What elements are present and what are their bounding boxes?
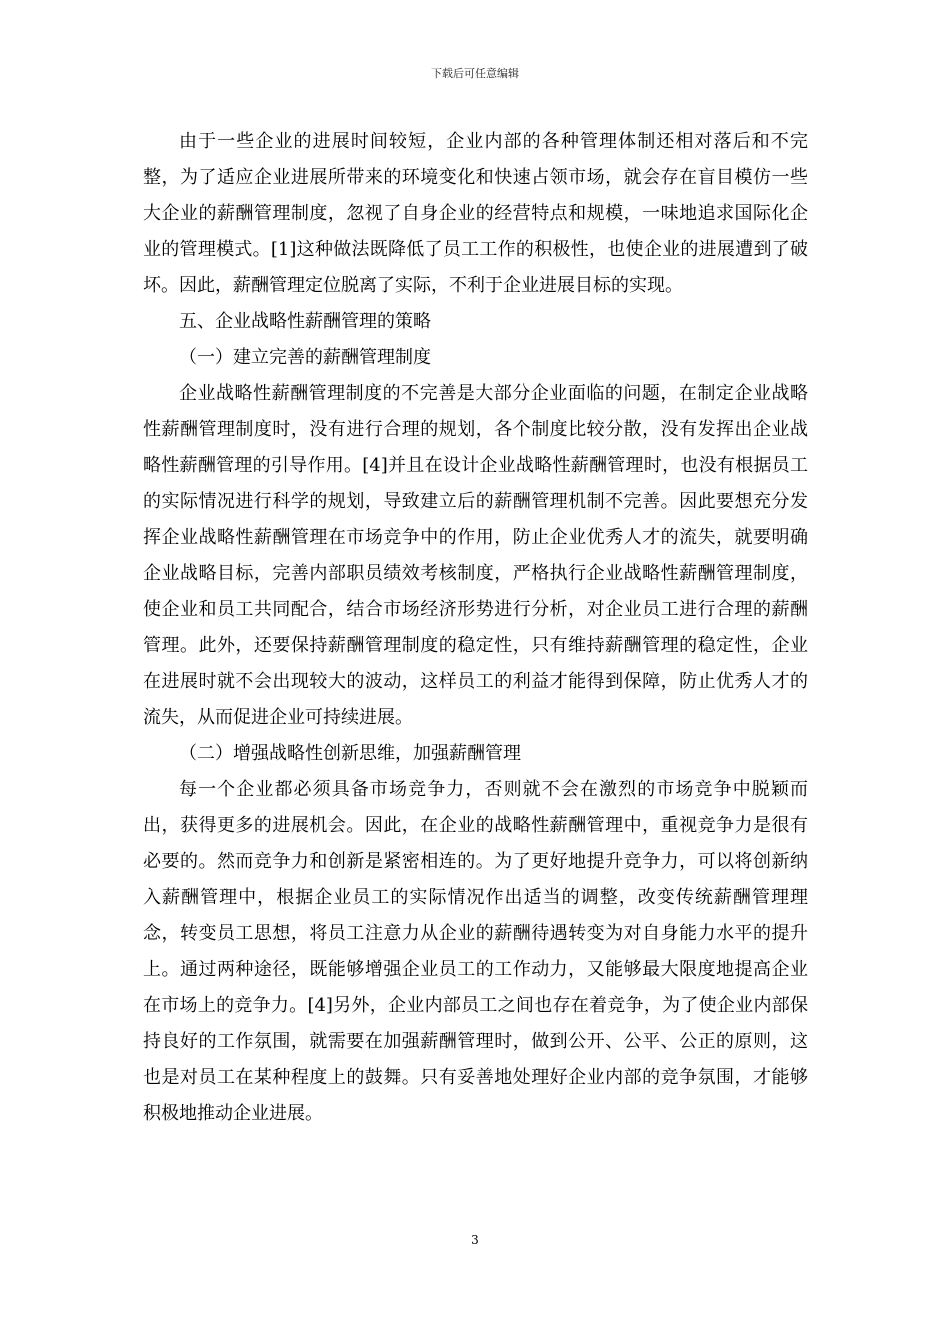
document-body [143, 124, 808, 1132]
body-paragraph: 由于一些企业的进展时间较短，企业内部的各种管理体制还相对落后和不完整，为了适应企业进展所带来的环境变化和快速占领市场，就会存在盲目模仿一些大企业的薪酬管理制度，忽视了自身企业的经营特点和规模，一味地追求国际化企业的管理模式。[1]这种做法既降低了员工工作的积极性，也使企业的进展遭到了破坏。因此，薪酬管理定位脱离了实际，不利于企业进展目标的实现。 [143, 131, 808, 296]
body-paragraph: 每一个企业都必须具备市场竞争力，否则就不会在激烈的市场竞争中脱颖而出，获得更多的进展机会。因此，在企业的战略性薪酬管理中，重视竞争力是很有必要的。然而竞争力和创新是紧密相连的。为了更好地提升竞争力，可以将创新纳入薪酬管理中，根据企业员工的实际情况作出适当的调整，改变传统薪酬管理理念，转变员工思想，将员工注意力从企业的薪酬待遇转变为对自身能力水平的提升上。通过两种途径，既能够增强企业员工的工作动力，又能够最大限度地提高企业在市场上的竞争力。[4]另外，企业内部员工之间也存在着竞争，为了使企业内部保持良好的工作氛围，就需要在加强薪酬管理时，做到公开、公平、公正的原则，这也是对员工在某种程度上的鼓舞。只有妥善地处理好企业内部的竞争氛围，才能够积极地推动企业进展。 [143, 779, 808, 1124]
page-header: 下载后可任意编辑 [431, 67, 519, 80]
body-paragraph: 企业战略性薪酬管理制度的不完善是大部分企业面临的问题，在制定企业战略性薪酬管理制度时，没有进行合理的规划，各个制度比较分散，没有发挥出企业战略性薪酬管理的引导作用。[4]并且在设计企业战略性薪酬管理时，也没有根据员工的实际情况进行科学的规划，导致建立后的薪酬管理机制不完善。因此要想充分发挥企业战略性薪酬管理在市场竞争中的作用，防止企业优秀人才的流失，就要明确企业战略目标，完善内部职员绩效考核制度，严格执行企业战略性薪酬管理制度，使企业和员工共同配合，结合市场经济形势进行分析，对企业员工进行合理的薪酬管理。此外，还要保持薪酬管理制度的稳定性，只有维持薪酬管理的稳定性，企业在进展时就不会出现较大的波动，这样员工的利益才能得到保障，防止优秀人才的流失，从而促进企业可持续进展。 [143, 383, 808, 728]
section-heading: 五、企业战略性薪酬管理的策略 [179, 311, 431, 332]
subsection-heading: （一）建立完善的薪酬管理制度 [179, 347, 431, 368]
subsection-heading: （二）增强战略性创新思维，加强薪酬管理 [179, 743, 521, 764]
page-number: 3 [471, 1233, 479, 1247]
